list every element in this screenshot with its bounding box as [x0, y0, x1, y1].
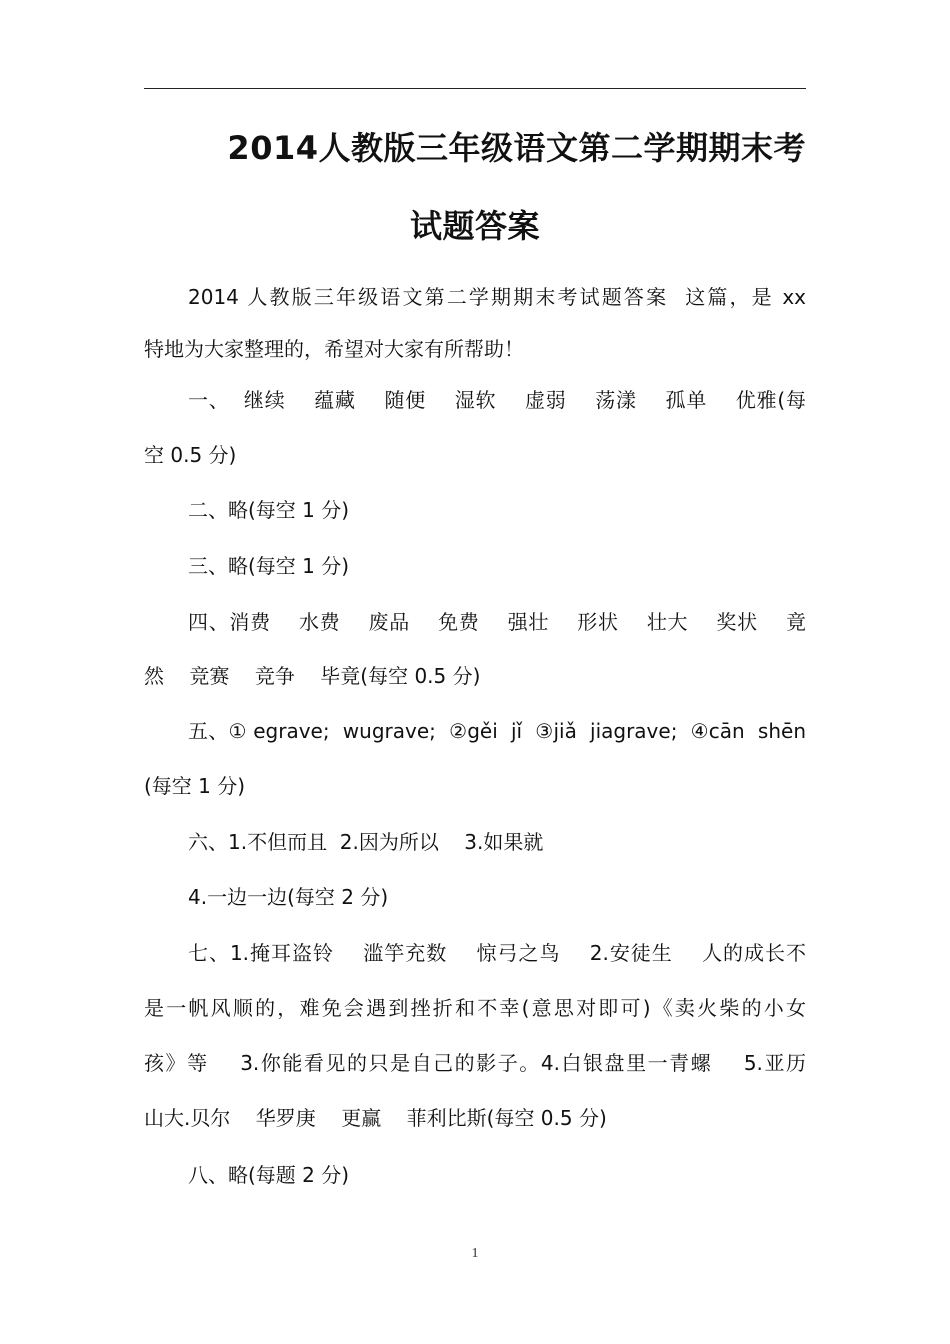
answer-line-13: 孩》等 3.你能看见的只是自己的影子。4.白银盘里一青螺 5.亚历 — [144, 1051, 806, 1075]
answer-line-3: 二、略(每空 1 分) — [188, 498, 350, 522]
answer-line-12: 是一帆风顺的，难免会遇到挫折和不幸(意思对即可)《卖火柴的小女 — [144, 996, 806, 1020]
answer-line-6: 然 竞赛 竞争 毕竟(每空 0.5 分) — [144, 664, 481, 688]
answer-line-5: 四、消费 水费 废品 免费 强壮 形状 壮大 奖状 竟 — [188, 610, 806, 634]
page-number: 1 — [471, 1246, 479, 1261]
intro-line-2: 特地为大家整理的，希望对大家有所帮助！ — [144, 337, 524, 361]
answer-line-8: (每空 1 分) — [144, 774, 246, 798]
answer-line-4: 三、略(每空 1 分) — [188, 554, 350, 578]
answer-line-14: 山大.贝尔 华罗庚 更赢 菲利比斯(每空 0.5 分) — [144, 1106, 607, 1130]
document-title-line-2: 试题答案 — [409, 207, 540, 245]
answer-line-1: 一、 继续 蕴藏 随便 湿软 虚弱 荡漾 孤单 优雅(每 — [188, 388, 806, 412]
answer-line-9: 六、1.不但而且 2.因为所以 3.如果就 — [188, 830, 544, 854]
answer-line-2: 空 0.5 分) — [144, 443, 237, 467]
answer-line-7: 五、① egrave; wugrave; ②gěi jǐ ③jiǎ jiagrave; ④cān shēn — [188, 719, 806, 743]
answer-line-11: 七、1.掩耳盗铃 滥竽充数 惊弓之鸟 2.安徒生 人的成长不 — [188, 941, 806, 965]
header-rule — [144, 88, 806, 89]
document-title-line-1: 2014人教版三年级语文第二学期期末考 — [227, 129, 806, 167]
intro-line-1: 2014 人教版三年级语文第二学期期末考试题答案 这篇，是 xx — [188, 285, 806, 309]
answer-line-15: 八、略(每题 2 分) — [188, 1163, 350, 1187]
answer-line-10: 4.一边一边(每空 2 分) — [188, 885, 389, 909]
